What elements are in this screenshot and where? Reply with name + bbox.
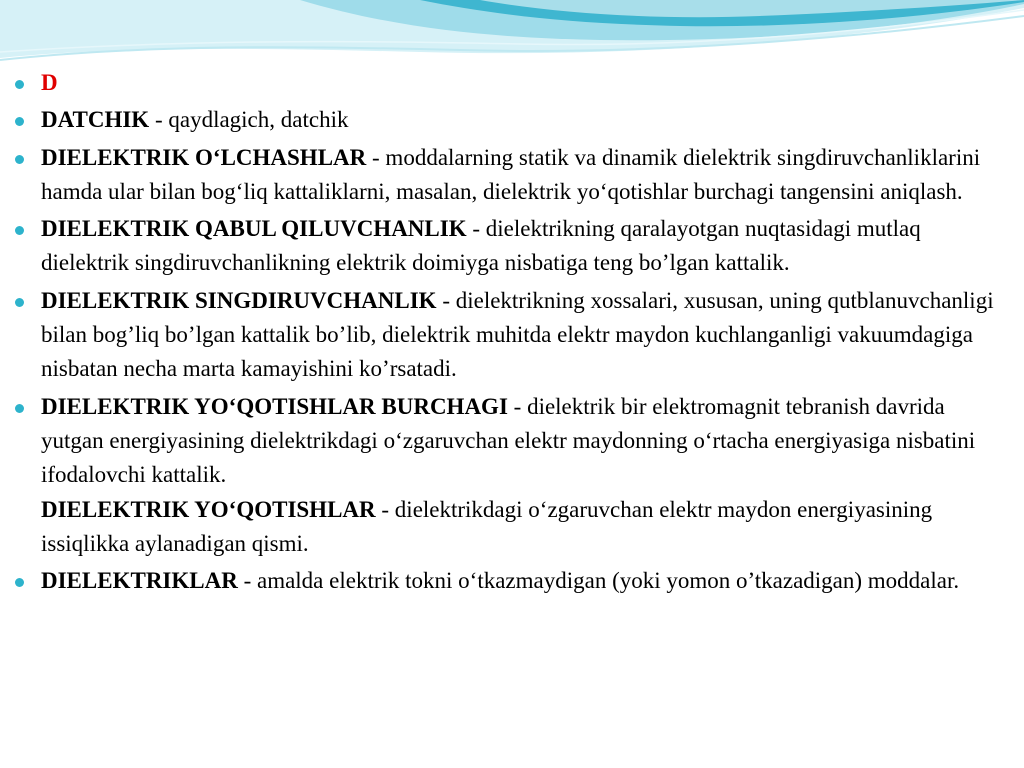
definition: - dielektrikdagi o‘zgaruvchan elektr maydon energiyasining issiqlikka aylanadigan qismi.: [41, 496, 933, 556]
bullet-icon: [15, 226, 24, 235]
definition: - amalda elektrik tokni o‘tkazmaydigan (yoki yomon o’tkazadigan) moddalar.: [237, 568, 960, 594]
term: DATCHIK: [41, 107, 150, 133]
definition: - moddalarning statik va dinamik dielektrik singdiruvchanliklarini hamda ular bilan bog‘liq kattaliklarni, masalan, dielektrik yo‘qotishlar burchagi tangensini aniqlash.: [41, 144, 981, 204]
term: DIELEKTRIK O‘LCHASHLAR: [41, 144, 367, 170]
bullet-icon: [15, 298, 24, 307]
glossary-list: [14, 66, 1010, 598]
bullet-icon: [15, 155, 24, 164]
section-letter: D: [41, 70, 58, 95]
definition: - dielektrikning xossalari, xususan, uning qutblanuvchanligi bilan bog’liq bo’lgan kattalik bo’lib, dielektrik muhitda elektr maydon kuchlanganligi vakuumdagiga nisbatan necha marta kamayishini ko’rsatadi.: [41, 287, 994, 382]
definition: - dielektrik bir elektromagnit tebranish davrida yutgan energiyasining dielektrikdagi o‘zgaruvchan elektr maydonning o‘rtacha energiyasiga nisbatini ifodalovchi kattalik.: [41, 393, 976, 488]
bullet-icon: [15, 578, 24, 587]
term: DIELEKTRIK YO‘QOTISHLAR: [41, 496, 376, 522]
term: DIELEKTRIK YO‘QOTISHLAR BURCHAGI: [41, 393, 508, 419]
definition: - qaydlagich, datchik: [149, 107, 349, 133]
term: DIELEKTRIK SINGDIRUVCHANLIK: [41, 287, 437, 313]
list-item: [14, 103, 1010, 137]
list-item: [14, 390, 1010, 561]
bullet-icon: [15, 80, 24, 89]
definition: - dielektrikning qaralayotgan nuqtasidagi mutlaq dielektrik singdiruvchanlikning elektrik doimiyga nisbatiga teng bo’lgan kattalik.: [41, 216, 921, 276]
slide-body: [14, 66, 1010, 601]
bullet-icon: [15, 404, 24, 413]
list-item-heading: [14, 66, 1010, 100]
list-item: [14, 212, 1010, 281]
term: DIELEKTRIK QABUL QILUVCHANLIK: [41, 216, 467, 242]
list-item: [14, 284, 1010, 387]
term: DIELEKTRIKLAR: [41, 568, 238, 594]
list-item: [14, 141, 1010, 210]
sub-entry: [41, 493, 1010, 562]
bullet-icon: [15, 117, 24, 126]
list-item: [14, 564, 1010, 598]
